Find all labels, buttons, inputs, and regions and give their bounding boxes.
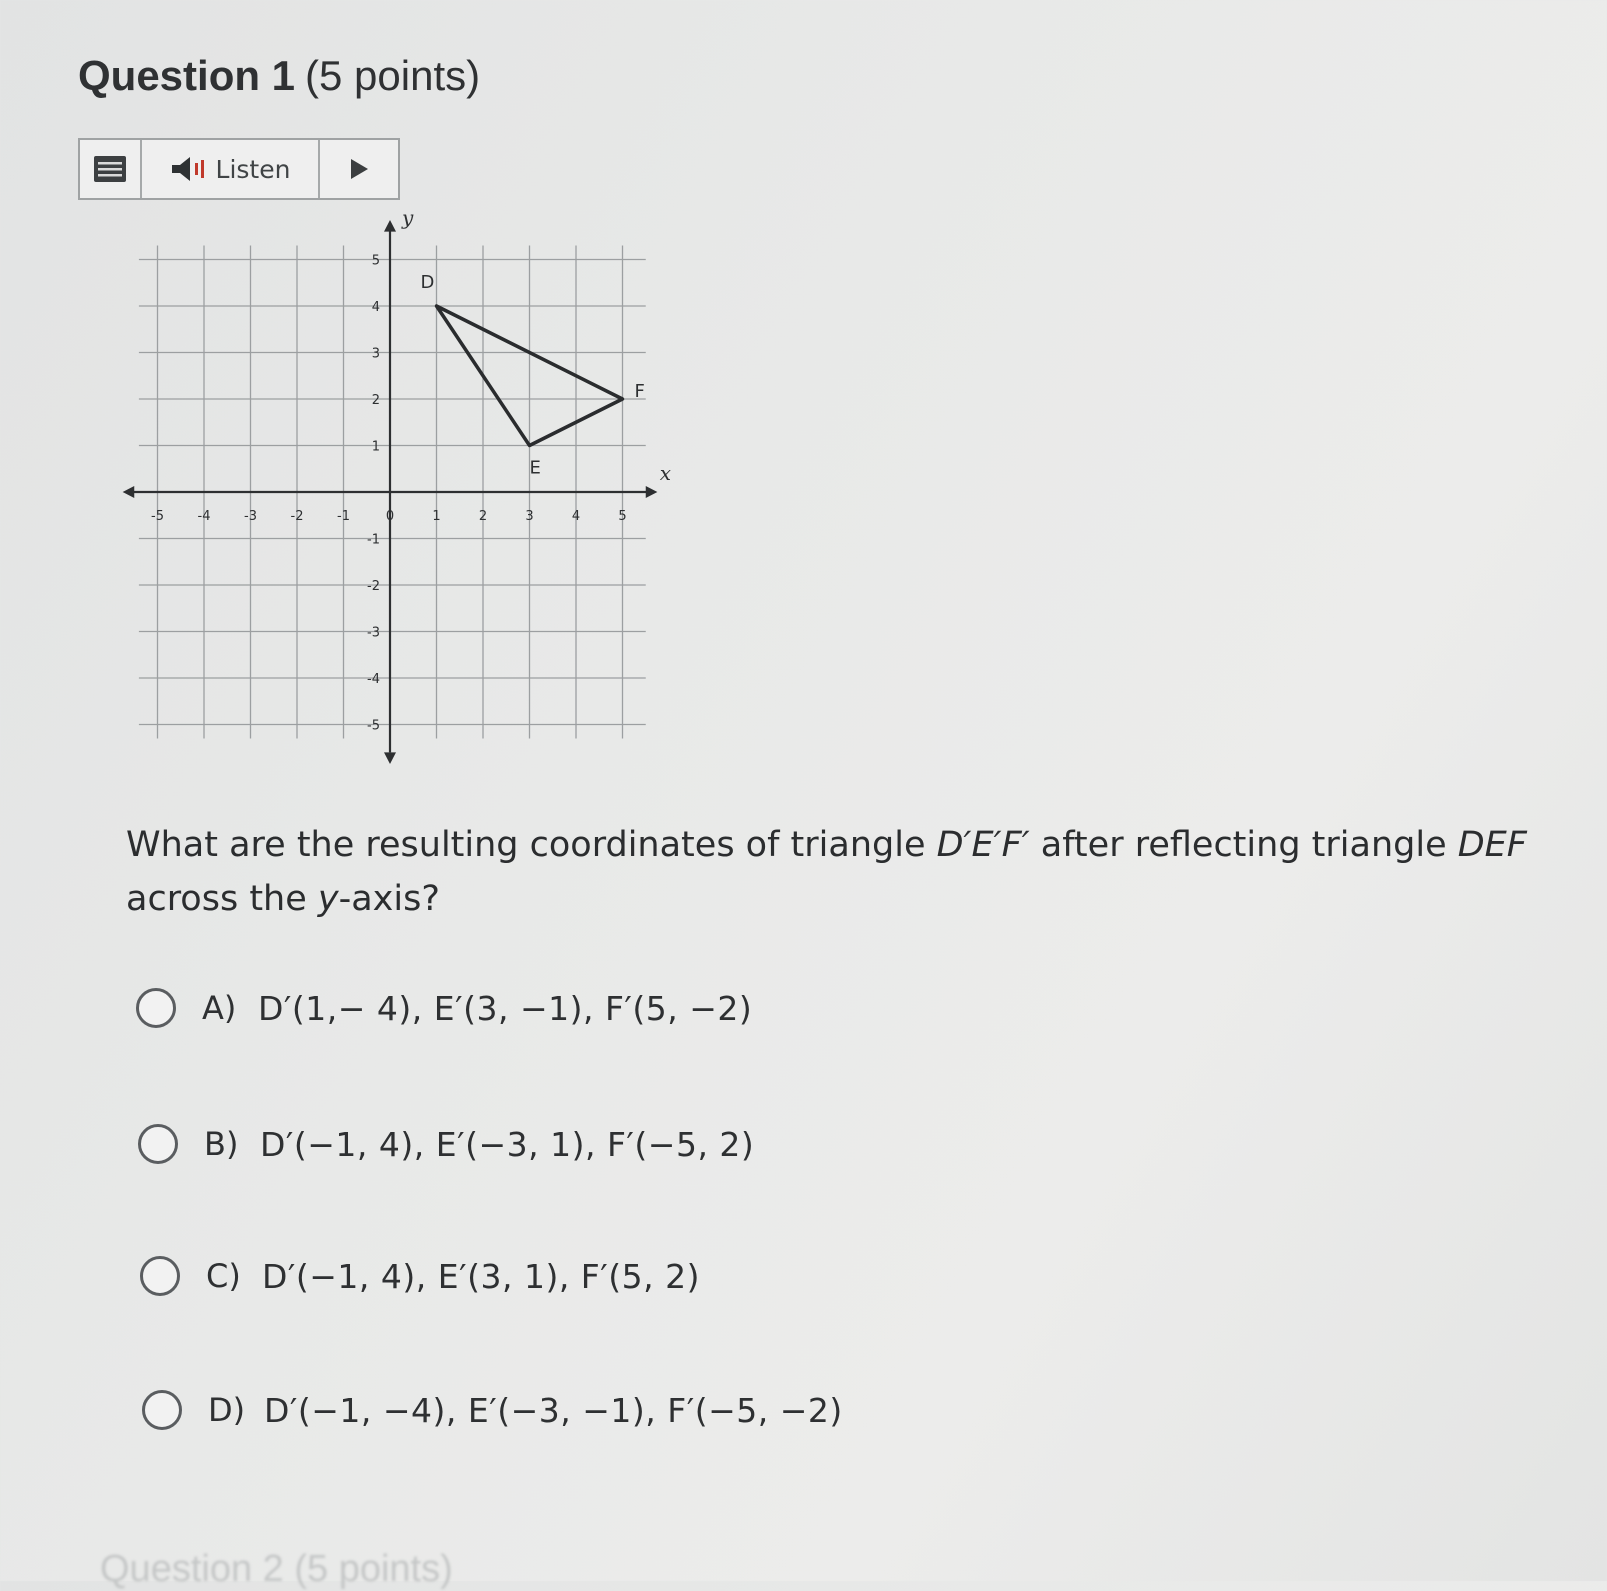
choice-b-text: D′(−1, 4), E′(−3, 1), F′(−5, 2) [260, 1124, 755, 1164]
choice-a-radio[interactable] [136, 988, 176, 1028]
menu-button[interactable] [80, 140, 142, 198]
vertex-label-f: F [634, 381, 645, 402]
menu-icon [94, 156, 126, 182]
prompt-text-3: across the [126, 879, 318, 919]
play-icon [348, 157, 370, 181]
choice-a-letter: A) [202, 989, 237, 1027]
y-tick-label: -5 [367, 718, 380, 734]
listen-label: Listen [215, 154, 291, 184]
x-tick-label: 2 [478, 509, 488, 524]
question-label: Question 1 [78, 52, 296, 99]
y-tick-label: -4 [367, 672, 380, 687]
prompt-text-2: after reflecting triangle [1029, 825, 1458, 865]
x-tick-label: -2 [290, 509, 304, 524]
vertex-label-d: D [420, 272, 435, 293]
choice-c[interactable] [140, 1256, 700, 1296]
x-axis-arrow-left [123, 486, 135, 498]
prompt-triangle: DEF [1457, 825, 1527, 865]
y-tick-label: -3 [367, 625, 380, 641]
choice-d-radio[interactable] [142, 1390, 182, 1430]
x-tick-label: -4 [197, 509, 211, 524]
x-axis-arrow-right [646, 486, 658, 498]
y-axis-arrow-down [384, 752, 396, 764]
choice-c-radio[interactable] [140, 1256, 180, 1296]
choice-d-letter: D) [208, 1391, 246, 1429]
question-prompt [126, 818, 1566, 926]
choice-b-radio[interactable] [138, 1124, 178, 1164]
choice-d[interactable] [142, 1390, 843, 1430]
speaker-icon [170, 155, 206, 183]
choice-d-text: D′(−1, −4), E′(−3, −1), F′(−5, −2) [264, 1390, 843, 1430]
x-tick-label: 5 [618, 509, 627, 524]
y-tick-label: 4 [371, 300, 380, 315]
x-axis-label: x [659, 461, 671, 485]
y-tick-label: -1 [367, 532, 380, 548]
prompt-text-1: What are the resulting coordinates of triangle [126, 825, 937, 865]
question-points: (5 points) [305, 52, 481, 99]
y-axis-label: y [402, 205, 414, 230]
y-axis-arrow-up [384, 220, 396, 232]
x-tick-label: -1 [337, 509, 350, 524]
y-tick-label: 5 [371, 253, 380, 269]
x-tick-label: 4 [571, 509, 581, 524]
x-tick-label: -5 [151, 509, 164, 524]
listen-button[interactable] [142, 140, 320, 198]
listen-toolbar [78, 138, 400, 200]
x-tick-label: 0 [385, 509, 395, 524]
choice-c-letter: C) [206, 1257, 241, 1295]
y-tick-label: -2 [367, 579, 380, 594]
x-tick-label: 3 [525, 509, 534, 524]
choice-c-text: D′(−1, 4), E′(3, 1), F′(5, 2) [262, 1256, 700, 1296]
vertex-label-e: E [529, 457, 541, 479]
prompt-axis-var: y [317, 879, 339, 919]
choice-a-text: D′(1,− 4), E′(3, −1), F′(5, −2) [258, 988, 753, 1028]
x-tick-label: -3 [244, 509, 257, 524]
y-tick-label: 1 [371, 439, 380, 455]
next-question-title: Question 2 (5 points) [100, 1548, 453, 1590]
prompt-text-4: -axis? [338, 879, 440, 919]
question-title [78, 52, 480, 100]
choice-b-letter: B) [204, 1125, 239, 1163]
play-button[interactable] [320, 140, 398, 198]
choice-b[interactable] [138, 1124, 754, 1164]
x-tick-label: 1 [432, 509, 441, 524]
y-tick-label: 2 [371, 393, 380, 408]
coordinate-graph [120, 205, 680, 748]
y-tick-label: 3 [371, 346, 380, 362]
choice-a[interactable] [136, 988, 752, 1028]
prompt-triangle-prime: D′E′F′ [936, 825, 1030, 865]
